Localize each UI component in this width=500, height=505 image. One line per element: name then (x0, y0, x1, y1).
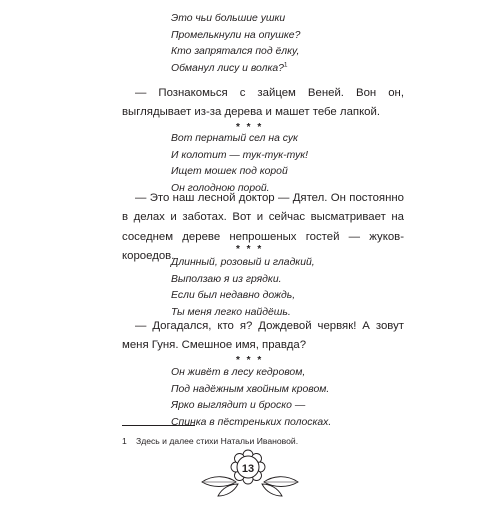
poem-line: Длинный, розовый и гладкий, (171, 257, 315, 268)
poem-chipmunk (171, 365, 331, 431)
prose-hare (122, 84, 404, 123)
footnote-reference: 1 (283, 61, 288, 69)
poem-line: Кто запрятался под ёлку, (171, 46, 300, 58)
poem-line: Выползаю я из грядки. (171, 273, 282, 285)
prose-worm (122, 317, 404, 356)
footnote-divider (122, 425, 195, 426)
footnote-text: Здесь и далее стихи Натальи Ивановой. (136, 436, 299, 446)
paragraph: — Догадался, кто я? Дождевой червяк! А зовут меня Гуня. Смешное имя, правда? (122, 320, 404, 352)
poem-line: Он живёт в лесу кедровом, (171, 367, 306, 378)
poem-line: И колотит — тук-тук-тук! (171, 149, 309, 161)
poem-line (171, 61, 300, 78)
section-separator: * * * (236, 122, 264, 133)
poem-ears (171, 11, 300, 77)
poem-line: Ярко выглядит и броско — (171, 400, 306, 412)
poem-line: Он голодною порой. (171, 182, 270, 194)
poem-line: Вот пернатый сел на сук (171, 133, 298, 144)
poem-line: Это чьи большие ушки (171, 13, 286, 24)
poem-line: Ищет мошек под корой (171, 166, 288, 178)
poem-worm (171, 255, 315, 321)
footnote (122, 435, 298, 447)
poem-woodpecker (171, 131, 308, 197)
paragraph: — Познакомься с зайцем Веней. Вон он, выглядывает из-за дерева и машет тебе лапкой. (122, 87, 404, 119)
poem-line: Спинка в пёстреньких полосках. (171, 416, 332, 428)
page-number-badge (200, 448, 300, 500)
poem-line: Под надёжным хвойным кровом. (171, 383, 330, 395)
section-separator: * * * (236, 244, 264, 255)
poem-line-text: Обманул лису и волка? (171, 62, 284, 74)
paragraph: — Это наш лесной доктор — Дятел. Он постоянно в делах и заботах. Вот и сейчас высматривает на соседнем дереве непрошеных гостей — жуков-короедов. (122, 192, 404, 263)
section-separator: * * * (236, 355, 264, 366)
page-number: 13 (241, 463, 255, 475)
poem-line: Промелькнули на опушке? (171, 29, 301, 41)
footnote-mark: 1 (122, 436, 127, 446)
poem-line: Ты меня легко найдёшь. (171, 306, 291, 318)
poem-line: Если был недавно дождь, (171, 290, 296, 302)
